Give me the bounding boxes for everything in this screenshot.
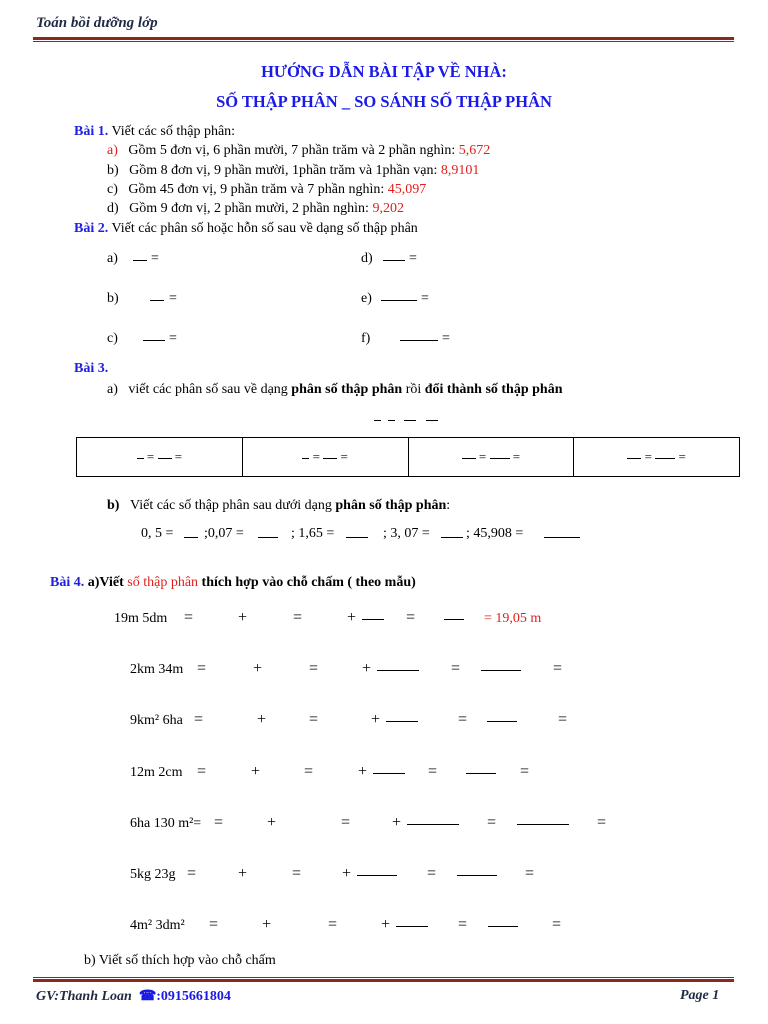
fraction-bar <box>373 773 405 774</box>
bai4-row-label: 12m 2cm <box>130 765 183 780</box>
bai1-item-letter: c) <box>107 182 118 197</box>
bai4-a-post: thích hợp vào chỗ chấm ( theo mẫu) <box>198 575 416 590</box>
bai3-table-cell <box>242 438 408 477</box>
plus-sign: + <box>358 763 368 780</box>
equals-sign: = <box>478 449 487 464</box>
equals-sign: = <box>187 865 197 882</box>
bai3-b-letter: b) <box>107 498 120 513</box>
footer-rule-thin <box>33 977 734 978</box>
bai4-row-label: 6ha 130 m²= <box>130 816 202 831</box>
equals-sign: = <box>406 609 416 626</box>
bai2-label: Bài 2. <box>74 221 109 236</box>
bai3-label: Bài 3. <box>74 361 109 376</box>
page-title: HƯỚNG DẪN BÀI TẬP VỀ NHÀ: <box>261 62 507 81</box>
equals-sign: = <box>169 291 177 306</box>
fraction-bar <box>517 824 569 825</box>
fraction-bar <box>381 300 417 301</box>
equals-sign: = <box>427 865 437 882</box>
bai4-heading <box>50 575 416 591</box>
example-answer: = 19,05 m <box>484 611 542 626</box>
fraction-bar <box>258 537 278 538</box>
fraction-bar <box>184 537 198 538</box>
plus-sign: + <box>342 865 352 882</box>
equals-sign: = <box>304 763 314 780</box>
bai4-row-label: 2km 34m <box>130 662 184 677</box>
page-subtitle: SỐ THẬP PHÂN _ SO SÁNH SỐ THẬP PHÂN <box>216 92 552 111</box>
equals-sign: = <box>197 660 207 677</box>
bai3-b-text2: : <box>446 498 451 513</box>
bai1-item-letter: b) <box>107 163 119 178</box>
equals-sign: = <box>442 331 450 346</box>
plus-sign: + <box>251 763 261 780</box>
bai1-item-letter: a) <box>107 143 118 158</box>
equals-sign: = <box>644 449 652 464</box>
bai1-item-a <box>107 143 490 159</box>
bai2-item-a: a) <box>107 251 118 266</box>
fraction-bar <box>396 926 428 927</box>
bai3-table-cell <box>77 438 243 477</box>
bai1-heading <box>74 124 235 140</box>
bai3-a-bold1: phân số thập phân <box>291 382 403 397</box>
equals-sign: = <box>151 251 159 266</box>
fraction-bar <box>400 340 438 341</box>
equals-sign: = <box>209 916 219 933</box>
equals-sign: = <box>174 449 183 464</box>
footer-rule <box>33 979 734 982</box>
plus-sign: + <box>238 609 248 626</box>
header-title: Toán bồi dưỡng lớp <box>36 15 158 31</box>
fraction-bar <box>444 619 464 620</box>
equals-sign: = <box>553 660 563 677</box>
bai4-row-label: 19m 5dm <box>114 611 168 626</box>
bai3-b-bold: phân số thập phân <box>335 498 447 513</box>
equals-sign: = <box>194 711 204 728</box>
bai1-answer: 9,202 <box>372 201 404 216</box>
plus-sign: + <box>262 916 272 933</box>
bai3-a-letter: a) <box>107 382 118 397</box>
bai1-instruction: Viết các số thập phân: <box>111 124 236 139</box>
bai2-heading <box>74 221 418 237</box>
equals-sign: = <box>458 916 468 933</box>
bai1-item-c <box>107 182 426 198</box>
bai3-a-text2: rồi <box>402 382 425 397</box>
bai3-b-item: 0, 5 = <box>141 526 174 541</box>
fraction-bar <box>150 300 164 301</box>
phone-number: ☎:0915661804 <box>138 989 231 1004</box>
fraction-bar <box>544 537 580 538</box>
equals-sign: = <box>558 711 568 728</box>
equals-sign: = <box>428 763 438 780</box>
equals-sign: = <box>146 449 155 464</box>
bai3-b-item: ; 3, 07 = <box>383 526 430 541</box>
plus-sign: + <box>362 660 372 677</box>
bai1-item-text: Gồm 8 đơn vị, 9 phần mười, 1phần trăm và 1phần vạn: <box>129 163 438 178</box>
fraction-bar <box>383 260 405 261</box>
bai3-table-cell <box>408 438 574 477</box>
bai3-b <box>107 498 450 514</box>
bai4-row-label: 9km² 6ha <box>130 713 183 728</box>
fraction-bar <box>362 619 384 620</box>
bai3-b-item: ; 1,65 = <box>291 526 335 541</box>
equals-sign: = <box>597 814 607 831</box>
bai3-b-item: ;0,07 = <box>204 526 244 541</box>
bai1-item-b <box>107 163 479 179</box>
bai3-a-text1: viết các phân số sau về dạng <box>128 382 292 397</box>
fraction-bar <box>487 721 517 722</box>
bai1-item-letter: d) <box>107 201 119 216</box>
plus-sign: + <box>371 711 381 728</box>
plus-sign: + <box>257 711 267 728</box>
fraction-bar <box>374 420 381 421</box>
fraction-bar <box>404 420 416 421</box>
equals-sign: = <box>293 609 303 626</box>
equals-sign: = <box>184 609 194 626</box>
bai3-b-text1: Viết các số thập phân sau dưới dạng <box>129 498 336 513</box>
fraction-bar <box>357 875 397 876</box>
bai1-item-d <box>107 201 404 217</box>
equals-sign: = <box>520 763 530 780</box>
fraction-bar <box>466 773 496 774</box>
equals-sign: = <box>341 814 351 831</box>
equals-sign: = <box>487 814 497 831</box>
fraction-bar <box>388 420 395 421</box>
bai4-a-red: số thập phân <box>127 575 199 590</box>
bai3-table <box>76 437 740 477</box>
bai2-item-f: f) <box>361 331 371 346</box>
equals-sign: = <box>458 711 468 728</box>
bai3-a <box>107 382 563 398</box>
equals-sign: = <box>409 251 417 266</box>
fraction-bar <box>407 824 459 825</box>
bai2-item-c: c) <box>107 331 118 346</box>
equals-sign: = <box>292 865 302 882</box>
plus-sign: + <box>267 814 277 831</box>
bai1-item-text: Gồm 9 đơn vị, 2 phần mười, 2 phần nghìn: <box>129 201 369 216</box>
bai1-item-text: Gồm 45 đơn vị, 9 phần trăm và 7 phần nghìn: <box>128 182 385 197</box>
fraction-bar <box>386 721 418 722</box>
equals-sign: = <box>214 814 224 831</box>
page-number: Page 1 <box>680 988 720 1003</box>
bai2-item-d: d) <box>361 251 373 266</box>
equals-sign: = <box>525 865 535 882</box>
fraction-bar <box>481 670 521 671</box>
bai4-label: Bài 4. <box>50 575 85 590</box>
bai1-answer: 5,672 <box>458 143 491 158</box>
bai3-a-bold2: đổi thành số thập phân <box>424 382 563 397</box>
bai4-b: b) Viết số thích hợp vào chỗ chấm <box>84 953 276 968</box>
bai2-instruction: Viết các phân số hoặc hỗn số sau về dạng số thập phân <box>111 221 418 236</box>
fraction-bar <box>377 670 419 671</box>
equals-sign: = <box>309 660 319 677</box>
bai4-row-label: 4m² 3dm² <box>130 918 185 933</box>
bai4-a-pre: a)Viết <box>84 575 128 590</box>
equals-sign: = <box>512 449 521 464</box>
equals-sign: = <box>678 449 686 464</box>
equals-sign: = <box>169 331 177 346</box>
plus-sign: + <box>347 609 357 626</box>
equals-sign: = <box>552 916 562 933</box>
equals-sign: = <box>451 660 461 677</box>
plus-sign: + <box>253 660 263 677</box>
bai1-answer: 45,097 <box>387 182 427 197</box>
fraction-bar <box>488 926 518 927</box>
equals-sign: = <box>312 449 320 464</box>
plus-sign: + <box>381 916 391 933</box>
fraction-bar <box>441 537 463 538</box>
plus-sign: + <box>238 865 248 882</box>
fraction-bar <box>426 420 438 421</box>
bai3-table-cell <box>574 438 740 477</box>
bai1-answer: 8,9101 <box>440 163 480 178</box>
bai1-item-text: Gồm 5 đơn vị, 6 phần mười, 7 phần trăm và 2 phần nghìn: <box>128 143 456 158</box>
bai1-label: Bài 1. <box>74 124 109 139</box>
header-rule <box>33 37 734 40</box>
fraction-bar <box>143 340 165 341</box>
bai2-item-e: e) <box>361 291 372 306</box>
bai4-row-label: 5kg 23g <box>130 867 176 882</box>
equals-sign: = <box>340 449 348 464</box>
equals-sign: = <box>421 291 429 306</box>
plus-sign: + <box>392 814 402 831</box>
footer-teacher <box>36 988 231 1005</box>
fraction-bar <box>346 537 368 538</box>
teacher-name: GV:Thanh Loan <box>36 989 132 1004</box>
equals-sign: = <box>328 916 338 933</box>
header-rule-thin <box>33 41 734 42</box>
equals-sign: = <box>309 711 319 728</box>
fraction-bar <box>133 260 147 261</box>
equals-sign: = <box>197 763 207 780</box>
bai2-item-b: b) <box>107 291 119 306</box>
fraction-bar <box>457 875 497 876</box>
bai3-b-item: ; 45,908 = <box>466 526 524 541</box>
